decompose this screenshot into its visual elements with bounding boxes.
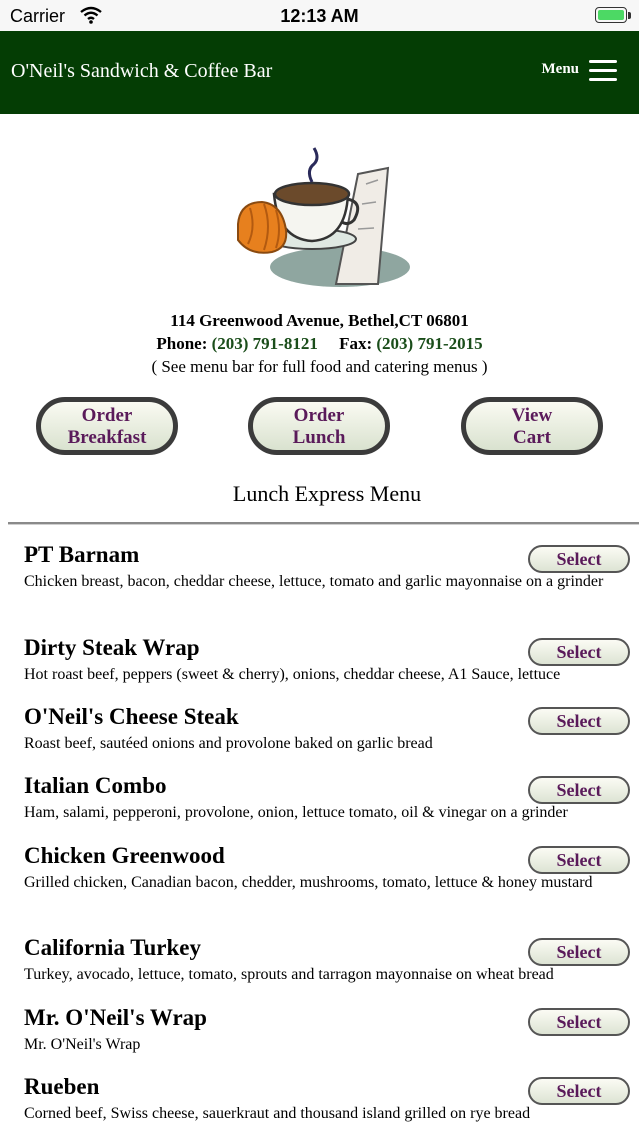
- select-button[interactable]: Select: [528, 776, 630, 804]
- carrier-label: Carrier: [10, 6, 66, 26]
- item-name: Rueben: [24, 1074, 100, 1099]
- item-name: California Turkey: [24, 935, 202, 960]
- menu-label[interactable]: Menu: [541, 61, 579, 77]
- view-cart-button[interactable]: [461, 397, 603, 455]
- item-name: PT Barnam: [24, 542, 140, 567]
- item-name: Chicken Greenwood: [24, 843, 225, 868]
- address: 114 Greenwood Avenue, Bethel,CT 06801: [170, 311, 469, 330]
- menu-item: [0, 540, 639, 633]
- phone-label: Phone:: [156, 334, 208, 353]
- coffee-croissant-logo: [228, 144, 412, 294]
- item-name: Dirty Steak Wrap: [24, 635, 200, 660]
- section-title: Lunch Express Menu: [232, 481, 422, 506]
- select-button[interactable]: Select: [528, 938, 630, 966]
- order-breakfast-line2: Breakfast: [67, 427, 147, 448]
- contact-line: [0, 334, 639, 354]
- order-breakfast-line1: Order: [81, 405, 133, 426]
- item-description: Hot roast beef, peppers (sweet & cherry), onions, cheddar cheese, A1 Sauce, lettuce: [24, 666, 561, 683]
- menu-note: ( See menu bar for full food and catering menus ): [151, 357, 488, 376]
- select-button[interactable]: Select: [528, 1077, 630, 1105]
- clock: 12:13 AM: [280, 6, 359, 26]
- item-description: Chicken breast, bacon, cheddar cheese, lettuce, tomato and garlic mayonnaise on a grinder: [24, 573, 604, 590]
- order-lunch-line1: Order: [293, 405, 345, 426]
- menu-item: [0, 841, 639, 933]
- item-name: O'Neil's Cheese Steak: [24, 704, 239, 729]
- item-name: Italian Combo: [24, 773, 167, 798]
- menu-item: [0, 771, 639, 841]
- menu-item: [0, 633, 639, 702]
- select-button[interactable]: Select: [528, 638, 630, 666]
- item-description: Corned beef, Swiss cheese, sauerkraut and thousand island grilled on rye bread: [24, 1105, 531, 1122]
- select-button[interactable]: Select: [528, 846, 630, 874]
- view-cart-line1: View: [511, 405, 553, 426]
- menu-item: [0, 933, 639, 1003]
- order-lunch-button[interactable]: [248, 397, 390, 455]
- item-description: Roast beef, sautéed onions and provolone baked on garlic bread: [24, 735, 433, 752]
- menu-item: [0, 1072, 639, 1142]
- site-header: [0, 31, 639, 114]
- item-description: Grilled chicken, Canadian bacon, chedder, mushrooms, tomato, lettuce & honey mustard: [24, 874, 593, 891]
- lunch-menu-list: [0, 540, 639, 1142]
- order-breakfast-button[interactable]: [36, 397, 178, 455]
- order-lunch-line2: Lunch: [292, 427, 346, 448]
- item-name: Mr. O'Neil's Wrap: [24, 1005, 207, 1030]
- battery-icon: [595, 7, 627, 23]
- status-bar: [0, 0, 639, 31]
- view-cart-line2: Cart: [513, 427, 551, 448]
- item-description: Mr. O'Neil's Wrap: [24, 1036, 141, 1053]
- fax-number: (203) 791-2015: [376, 334, 483, 353]
- item-description: Turkey, avocado, lettuce, tomato, sprouts and tarragon mayonnaise on wheat bread: [24, 966, 554, 983]
- select-button[interactable]: Select: [528, 707, 630, 735]
- battery-nub: [628, 12, 631, 19]
- menu-item: [0, 702, 639, 771]
- select-button[interactable]: Select: [528, 545, 630, 573]
- divider: [8, 522, 639, 525]
- fax-label: Fax:: [339, 334, 373, 353]
- select-button[interactable]: Select: [528, 1008, 630, 1036]
- item-description: Ham, salami, pepperoni, provolone, onion, lettuce tomato, oil & vinegar on a grinder: [24, 804, 568, 821]
- site-title[interactable]: O'Neil's Sandwich & Coffee Bar: [11, 60, 273, 82]
- phone-number[interactable]: (203) 791-8121: [211, 334, 318, 353]
- menu-item: [0, 1003, 639, 1072]
- hamburger-menu-icon[interactable]: [589, 60, 617, 82]
